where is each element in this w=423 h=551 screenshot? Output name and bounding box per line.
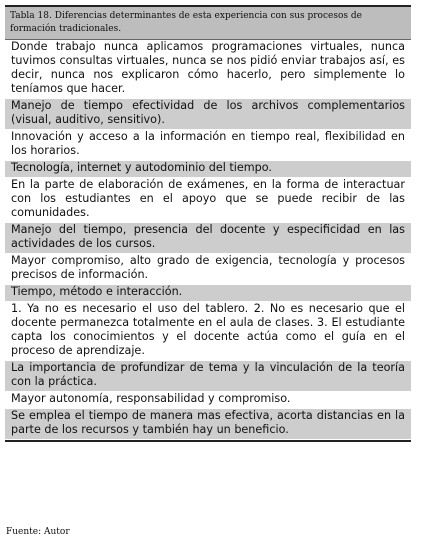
source-note: Fuente: Autor xyxy=(6,527,70,537)
table-caption xyxy=(5,7,411,40)
table-row: Donde trabajo nunca aplicamos programaciones virtuales, nunca tuvimos consultas virtuales, nunca se nos pidió enviar trabajos así, es decir, nunca nos explicaron cómo hacerlo, pero simplemente lo teníamos que hacer. xyxy=(5,40,411,99)
table-row: 1. Ya no es necesario el uso del tablero. 2. No es necesario que el docente permanezca totalmente en el aula de clases. 3. El estudiante capta los conocimientos y el docente actúa como el guía en el proceso de aprendizaje. xyxy=(5,302,411,361)
table-row: Manejo de tiempo efectividad de los archivos complementarios (visual, auditivo, sensitivo). xyxy=(5,99,411,130)
table-row: Manejo del tiempo, presencia del docente y especificidad en las actividades de los cursos. xyxy=(5,223,411,254)
table-caption-text: Diferencias determinantes de esta experiencia con sus procesos de formación tradicionales. xyxy=(10,11,362,34)
table-caption-label: Tabla 18. xyxy=(10,11,52,21)
data-table xyxy=(5,5,411,442)
table-row: Tiempo, método e interacción. xyxy=(5,285,411,302)
table-row: Tecnología, internet y autodominio del tiempo. xyxy=(5,161,411,178)
table-row: Mayor autonomía, responsabilidad y compromiso. xyxy=(5,392,411,409)
table-row: En la parte de elaboración de exámenes, en la forma de interactuar con los estudiantes en el apoyo que se puede recibir de las comunidades. xyxy=(5,178,411,223)
table-row: Se emplea el tiempo de manera mas efectiva, acorta distancias en la parte de los recursos y también hay un beneficio. xyxy=(5,409,411,440)
table-row: La importancia de profundizar de tema y la vinculación de la teoría con la práctica. xyxy=(5,361,411,392)
table-row: Mayor compromiso, alto grado de exigencia, tecnología y procesos precisos de información. xyxy=(5,254,411,285)
table-row: Innovación y acceso a la información en tiempo real, flexibilidad en los horarios. xyxy=(5,130,411,161)
